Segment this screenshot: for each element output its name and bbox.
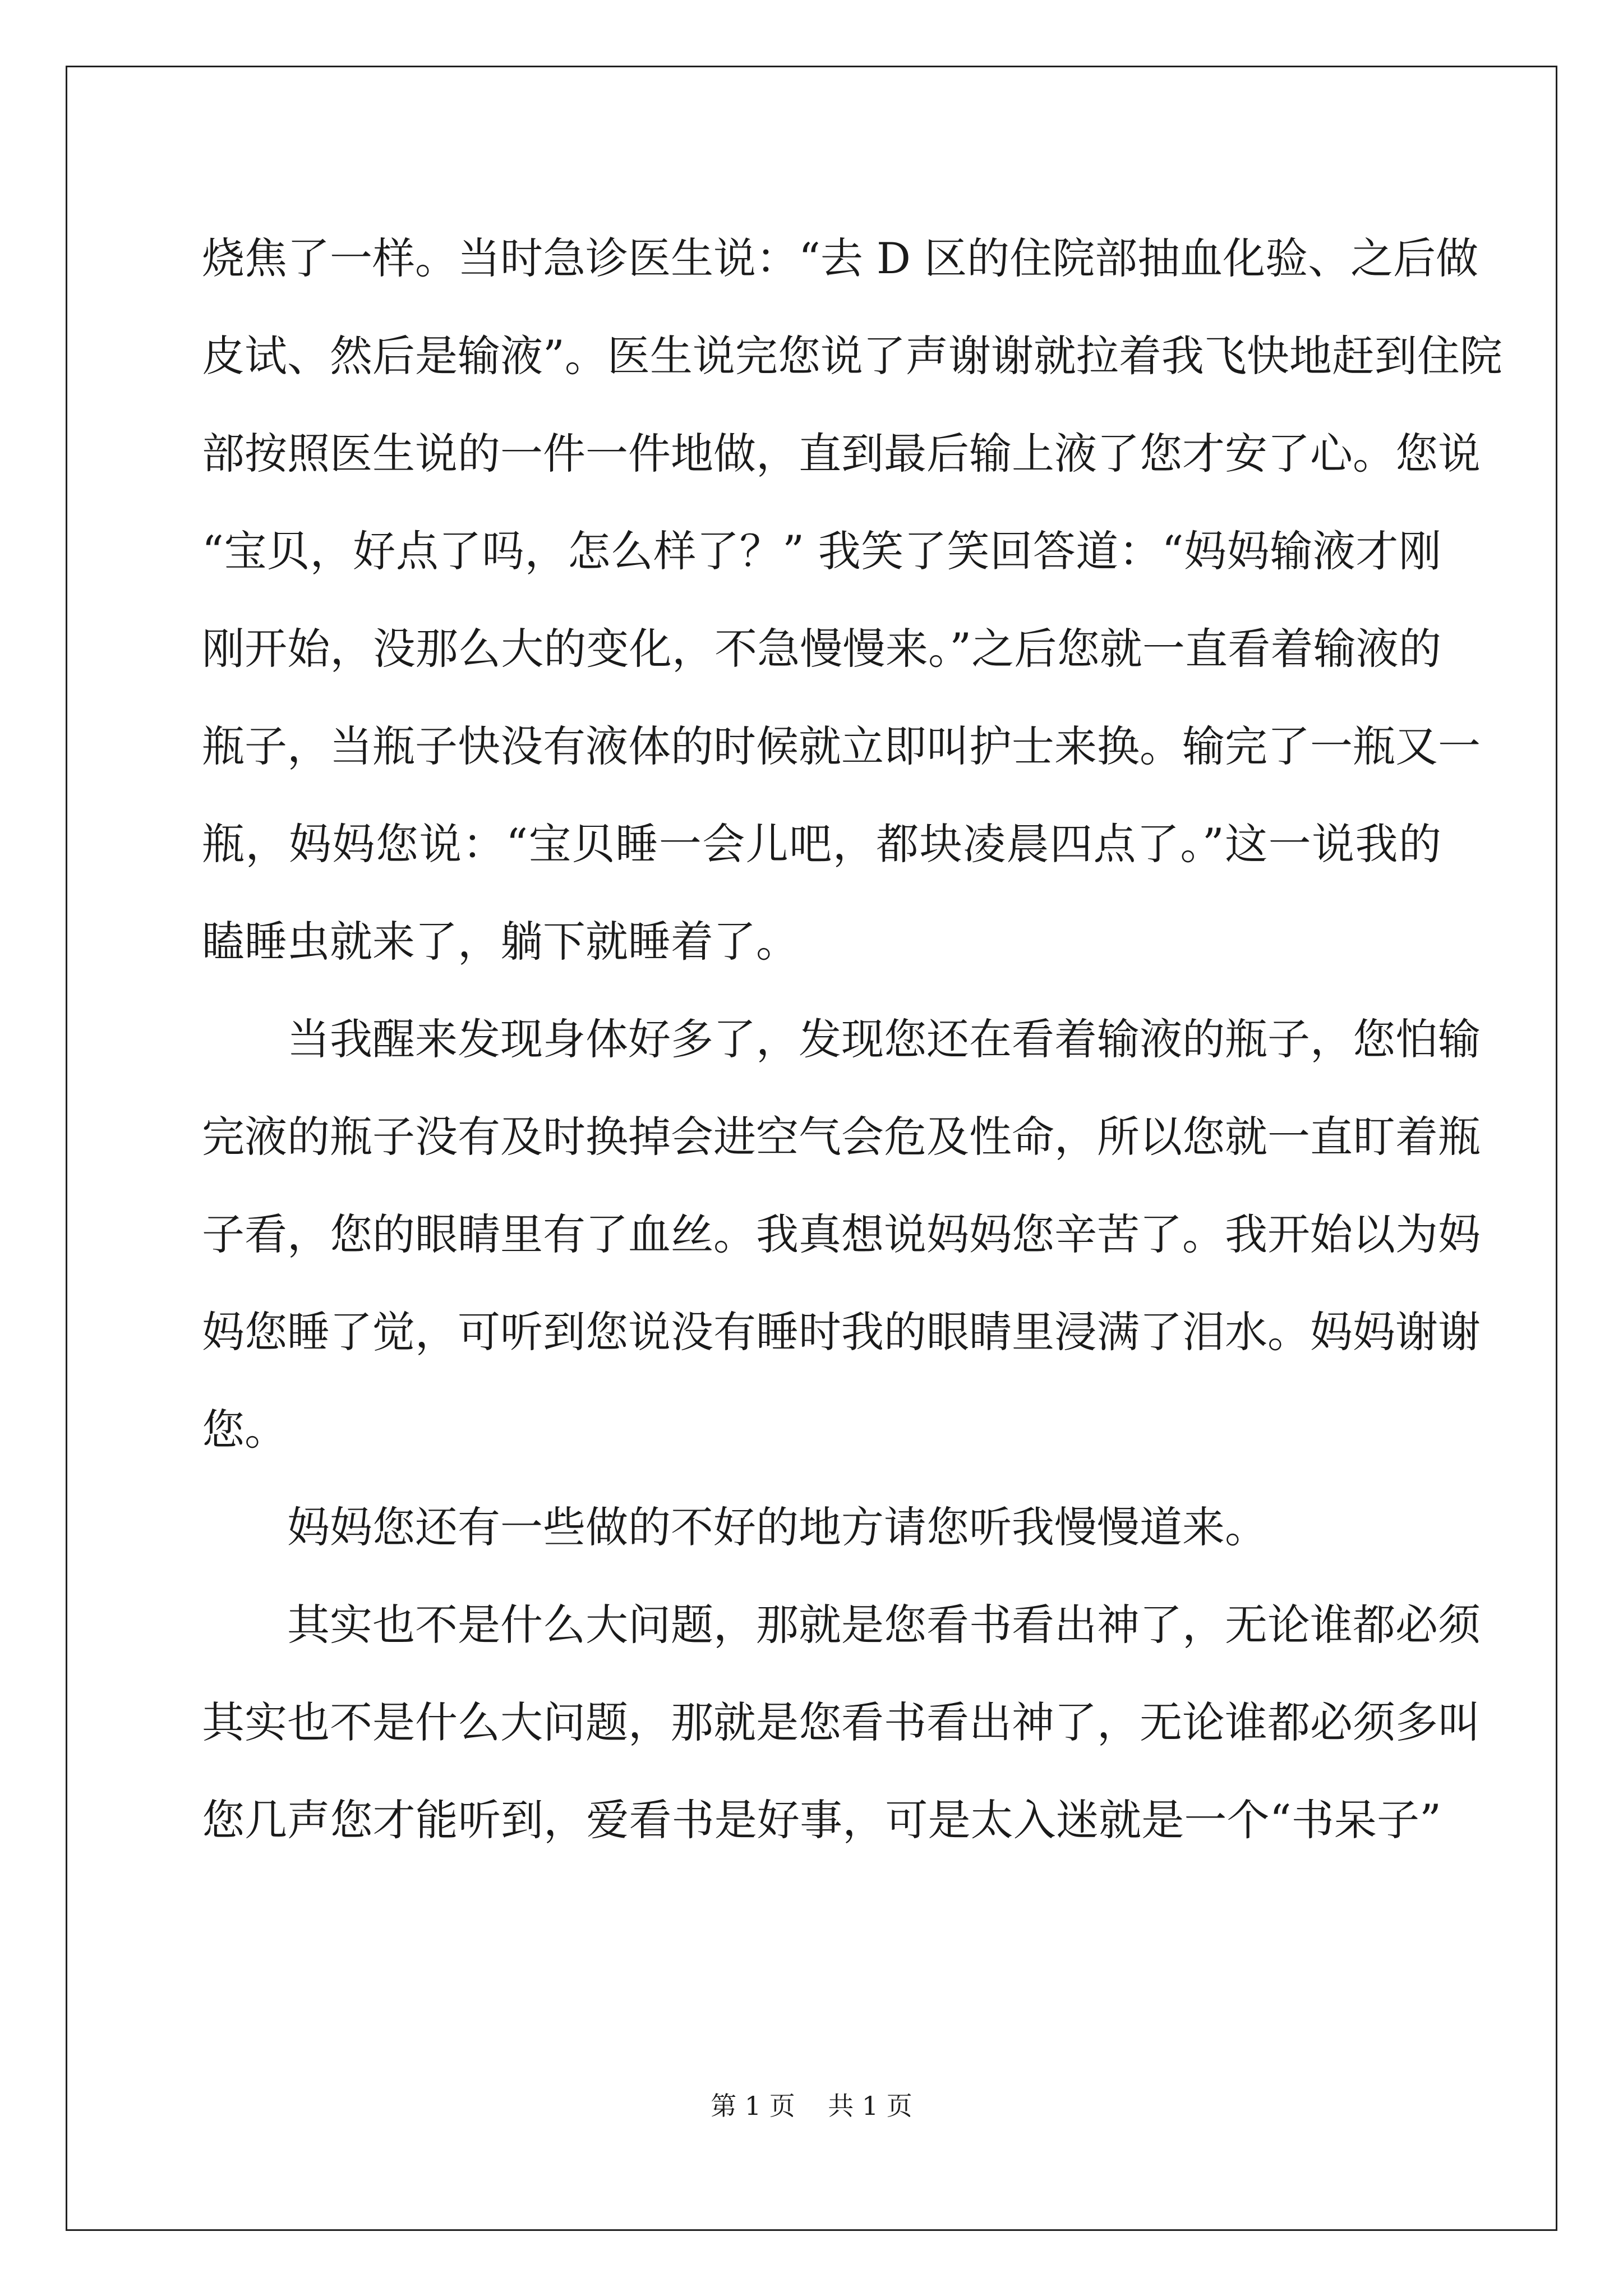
- text-line: 瓶，妈妈您说：“宝贝睡一会儿吧，都块凌晨四点了。”这一说我的: [202, 819, 1441, 869]
- page-footer: 第 1 页 共 1 页: [711, 2091, 912, 2121]
- text-line: 当我醒来发现身体好多了，发现您还在看着输液的瓶子，您怕输: [287, 1014, 1481, 1064]
- text-line: 部按照医生说的一件一件地做，直到最后输上液了您才安了心。您说: [202, 429, 1481, 478]
- document-body: [202, 210, 1502, 1869]
- text-line: 其实也不是什么大问题，那就是您看书看出神了，无论谁都必须: [287, 1600, 1481, 1650]
- text-line: 其实也不是什么大问题，那就是您看书看出神了，无论谁都必须多叫: [202, 1697, 1481, 1747]
- text-line: 您几声您才能听到，爱看书是好事，可是太入迷就是一个“书呆子”: [202, 1795, 1441, 1845]
- paragraph-hospital-night: [202, 210, 1502, 991]
- text-line: “宝贝，好点了吗，怎么样了？” 我笑了笑回答道：“妈妈输液才刚: [202, 526, 1441, 576]
- text-line: 妈妈您还有一些做的不好的地方请您听我慢慢道来。: [287, 1502, 1267, 1552]
- text-line: 烧焦了一样。当时急诊医生说：“去 D 区的住院部抽血化验、之后做: [202, 233, 1479, 283]
- text-line: 完液的瓶子没有及时换掉会进空气会危及性命，所以您就一直盯着瓶: [202, 1112, 1481, 1162]
- paragraph-waking-up: [202, 991, 1481, 1479]
- paragraph-shortcomings: [202, 1479, 1441, 1576]
- paragraph-reading: [202, 1576, 1481, 1869]
- text-line: 刚开始，没那么大的变化，不急慢慢来。”之后您就一直看着输液的: [202, 624, 1441, 674]
- text-line: 妈您睡了觉，可听到您说没有睡时我的眼睛里浸满了泪水。妈妈谢谢: [202, 1307, 1481, 1357]
- text-line: 瞌睡虫就来了，躺下就睡着了。: [202, 917, 799, 967]
- text-line: 瓶子，当瓶子快没有液体的时候就立即叫护士来换。输完了一瓶又一: [202, 721, 1481, 771]
- text-line: 皮试、然后是输液”。医生说完您说了声谢谢就拉着我飞快地赶到住院: [202, 331, 1502, 381]
- text-line: 子看，您的眼睛里有了血丝。我真想说妈妈您辛苦了。我开始以为妈: [202, 1209, 1481, 1259]
- text-line: 您。: [202, 1405, 287, 1455]
